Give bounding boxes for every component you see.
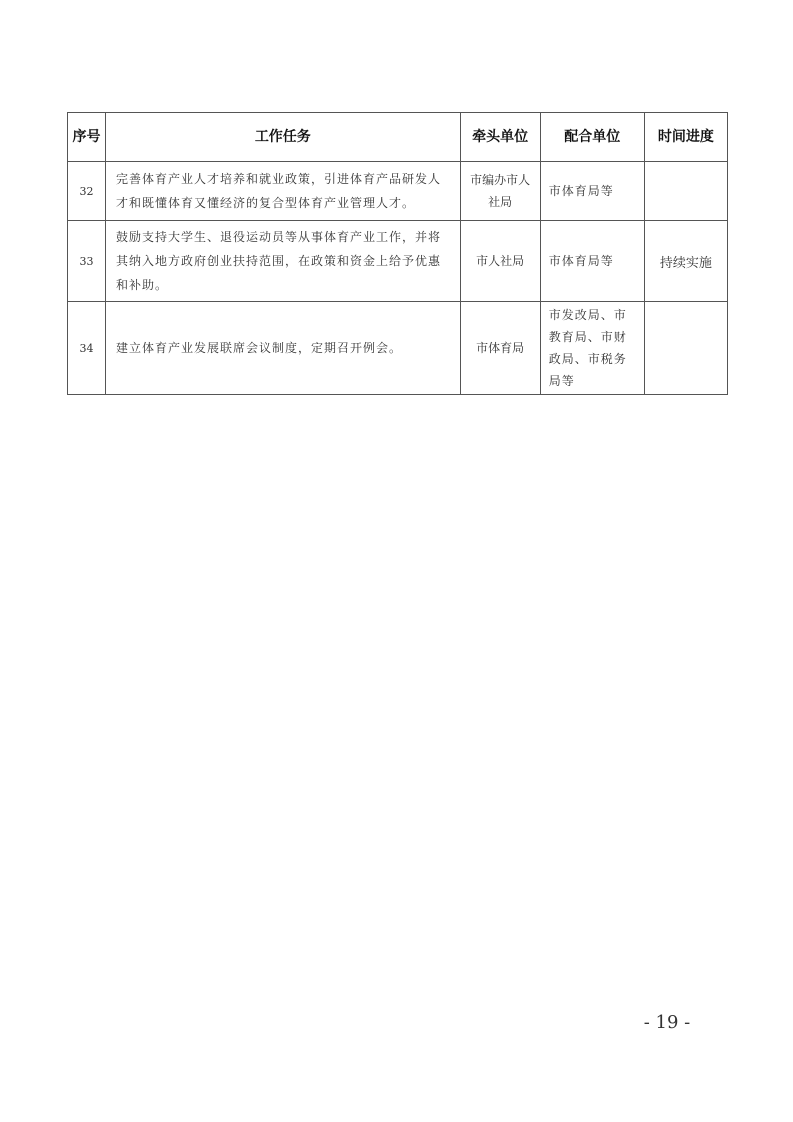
row-task: 建立体育产业发展联席会议制度，定期召开例会。	[106, 302, 461, 395]
row-time	[644, 162, 727, 221]
row-no: 32	[68, 162, 106, 221]
row-no: 34	[68, 302, 106, 395]
table-row	[68, 221, 728, 302]
row-no: 33	[68, 221, 106, 302]
header-coop: 配合单位	[540, 113, 644, 162]
row-lead: 市编办市人社局	[460, 162, 540, 221]
row-lead: 市体育局	[460, 302, 540, 395]
row-coop: 市体育局等	[540, 162, 644, 221]
page-number: - 19 -	[643, 1012, 691, 1033]
header-time: 时间进度	[644, 113, 727, 162]
table-row	[68, 162, 728, 221]
header-lead: 牵头单位	[460, 113, 540, 162]
table-row	[68, 302, 728, 395]
row-time: 持续实施	[644, 221, 727, 302]
row-time	[644, 302, 727, 395]
row-task: 完善体育产业人才培养和就业政策，引进体育产品研发人才和既懂体育又懂经济的复合型体育产业管理人才。	[106, 162, 461, 221]
row-task: 鼓励支持大学生、退役运动员等从事体育产业工作，并将其纳入地方政府创业扶持范围，在政策和资金上给予优惠和补助。	[106, 221, 461, 302]
row-coop: 市发改局、市教育局、市财政局、市税务局等	[540, 302, 644, 395]
header-task: 工作任务	[106, 113, 461, 162]
table-header-row	[68, 113, 728, 162]
row-coop: 市体育局等	[540, 221, 644, 302]
row-lead: 市人社局	[460, 221, 540, 302]
header-no: 序号	[68, 113, 106, 162]
task-table	[67, 112, 728, 395]
